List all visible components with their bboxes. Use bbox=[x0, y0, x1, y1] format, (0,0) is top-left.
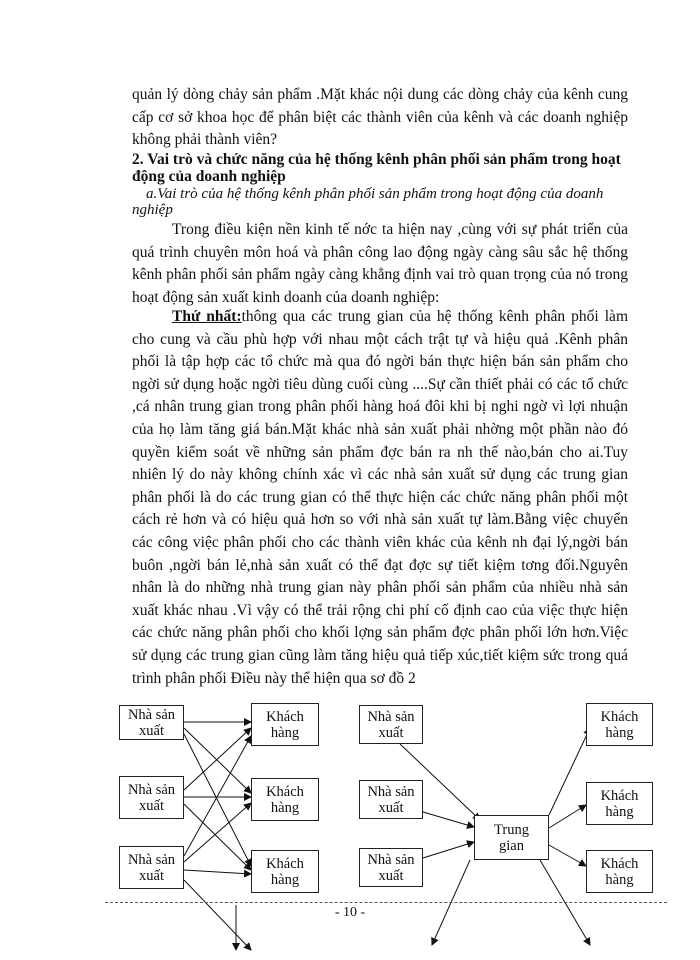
producer-label: Nhà sản bbox=[127, 706, 176, 723]
customer-label: Khách bbox=[266, 783, 304, 800]
arrow-m-c5 bbox=[549, 805, 586, 828]
producer-label: xuất bbox=[139, 797, 164, 814]
arrow-p3-c2 bbox=[184, 803, 251, 862]
first-text: thông qua các trung gian của hệ thống kênh phân phối làm cho cung và cầu phù hợp với nhau một cách trật tự và hiệu quả .Kênh phân phối là tập hợp các tổ chức mà qua đó ngời bán thực hiện bán sản phẩm cho ngời sử dụng hoặc ngời tiêu dùng cuối cùng ....Sự cần thiết phải có các tổ chức ,cá nhân trung gian trong phân phối hàng hoá đôi khi bị nghi ngờ vì lợi nhuận của họ làm tăng giá bán.Mặt khác nhà sản xuất phải nhờng một phần nào đó quyền kiểm soát về những sản phẩm đợc bán ra nh thế nào,bán cho ai.Tuy nhiên lý do này không chính xác vì các nhà sản xuất sử dụng các trung gian phân phối là do các trung gian có thể thực hiện các chức năng phân phối một cách rẻ hơn và có hiệu quả hơn so với nhà sản xuất tự làm.Bằng việc chuyển các công việc phân phối cho các thành viên khác của kênh nh đại lý,ngời bán buôn ,ngời bán lẻ,nhà sản xuất có thể đạt đợc sự tiết kiệm tơng đối.Nguyên nhân là do những nhà trung gian này phân phối sản phẩm của nhiều nhà sản xuất khác nhau .Vì vậy có thể trải rộng chi phí cố định cao của việc thực hiện các chức năng phân phối cho khối lợng sản phẩm đợc phân phối lớn hơn.Việc sử dụng các trung gian cũng làm tăng hiệu quả tiếp xúc,tiết kiệm sức trong quá trình phân phối Điều này thể hiện qua sơ đồ 2 bbox=[132, 308, 628, 687]
subsection-heading: a.Vai trò của hệ thống kênh phân phối sản phẩm trong hoạt động của doanh nghiệp bbox=[132, 186, 604, 218]
producer-label: Nhà sản bbox=[367, 708, 415, 725]
producer-label: xuất bbox=[378, 799, 404, 816]
producer-label: xuất bbox=[378, 867, 404, 884]
producer-label: xuất bbox=[378, 724, 404, 741]
page-number: - 10 - bbox=[334, 905, 366, 920]
arrow-m-c4 bbox=[549, 728, 590, 815]
customer-box-1 bbox=[251, 703, 319, 746]
customer-label: hàng bbox=[605, 871, 634, 888]
customer-box-4 bbox=[586, 703, 653, 746]
customer-label: Khách bbox=[266, 708, 304, 725]
middleman-label: Trung bbox=[494, 821, 529, 838]
producer-box-4 bbox=[359, 705, 423, 744]
customer-label: Khách bbox=[266, 855, 304, 872]
producer-box-3 bbox=[119, 846, 184, 889]
producer-label: xuất bbox=[139, 867, 164, 884]
arrow-p5-m bbox=[423, 812, 474, 827]
customer-label: Khách bbox=[600, 787, 639, 804]
customer-label: Khách bbox=[600, 708, 639, 725]
producer-box-2 bbox=[119, 776, 184, 819]
middleman-label: gian bbox=[499, 837, 524, 854]
first-label: Thứ nhất: bbox=[172, 308, 242, 325]
producer-label: xuất bbox=[139, 722, 164, 739]
paragraph-context: Trong điều kiện nền kinh tế nớc ta hiện nay ,cùng với sự phát triển của quá trình chuyên môn hoá và phân công lao động ngày càng sâu sắc hệ thống kênh phân phối sản phẩm ngày càng khẳng định vai trò quan trọng của nó trong hoạt động sản xuất kinh doanh của doanh nghiệp: bbox=[132, 221, 628, 306]
paragraph-intro: quản lý dòng chảy sản phẩm .Mặt khác nội dung các dòng chảy của kênh cung cấp cơ sở khoa học để phân biệt các thành viên của kênh và các doanh nghiệp không phải thành viên? bbox=[132, 86, 628, 149]
customer-label: hàng bbox=[605, 724, 634, 741]
customer-box-2 bbox=[251, 778, 319, 821]
section-heading: 2. Vai trò và chức năng của hệ thống kênh phân phối sản phẩm trong hoạt động của doanh nghiệp bbox=[132, 151, 621, 185]
customer-box-6 bbox=[586, 850, 653, 893]
arrow-p6-m bbox=[423, 842, 474, 858]
producer-label: Nhà sản bbox=[127, 781, 176, 798]
producer-box-1 bbox=[119, 705, 184, 740]
footer-divider bbox=[105, 902, 667, 903]
customer-box-5 bbox=[586, 782, 653, 825]
producer-box-6 bbox=[359, 848, 423, 887]
customer-label: hàng bbox=[270, 724, 300, 741]
arrow-p3-c3 bbox=[184, 870, 251, 874]
arrow-m-c6 bbox=[549, 845, 586, 866]
customer-box-3 bbox=[251, 850, 319, 893]
producer-label: Nhà sản bbox=[127, 851, 176, 868]
producer-label: Nhà sản bbox=[367, 783, 415, 800]
producer-label: Nhà sản bbox=[367, 851, 415, 868]
customer-label: hàng bbox=[605, 803, 634, 820]
customer-label: hàng bbox=[270, 871, 300, 888]
producer-box-5 bbox=[359, 780, 423, 819]
customer-label: hàng bbox=[270, 799, 300, 816]
middleman-box bbox=[474, 815, 549, 860]
customer-label: Khách bbox=[600, 855, 639, 872]
